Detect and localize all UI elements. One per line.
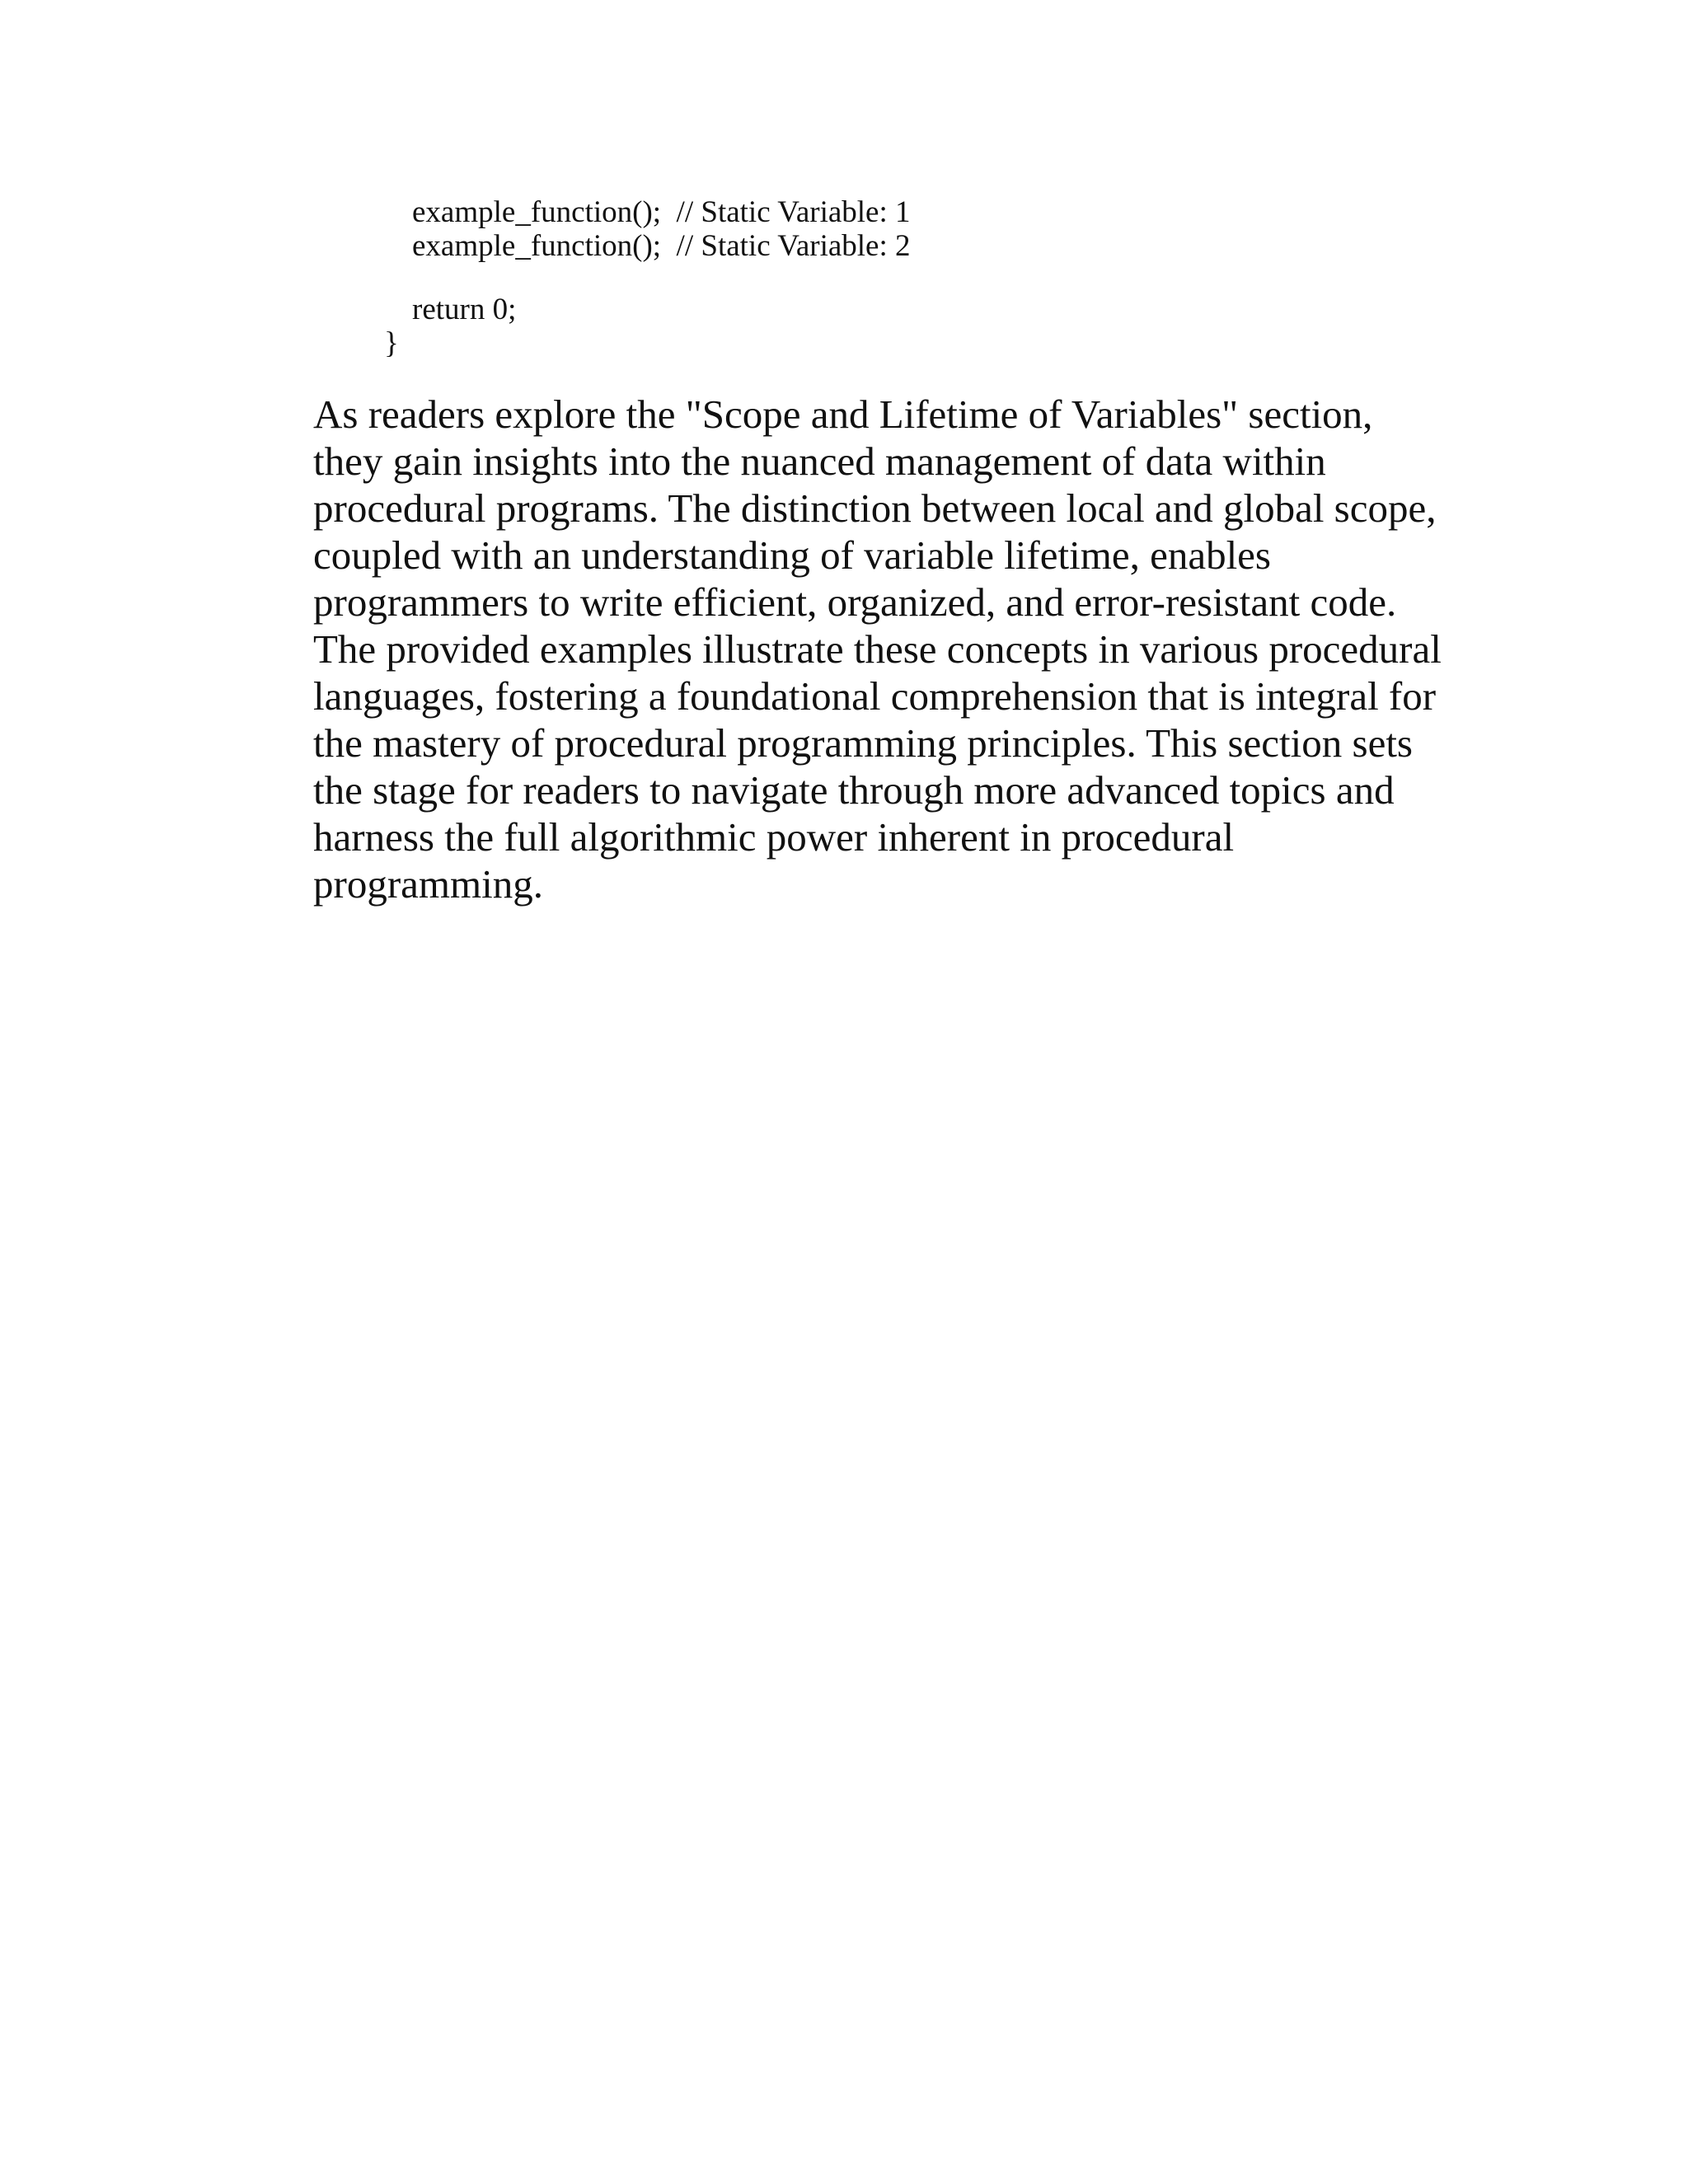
paragraph-line: coupled with an understanding of variable lifetime, enables <box>313 532 1272 578</box>
code-closing-brace: } <box>384 326 399 360</box>
paragraph-line: The provided examples illustrate these concepts in various procedural <box>313 626 1442 672</box>
paragraph-line: procedural programs. The distinction between local and global scope, <box>313 485 1437 531</box>
paragraph-line: programmers to write efficient, organized, and error-resistant code. <box>313 579 1397 625</box>
paragraph-line: the mastery of procedural programming principles. This section sets <box>313 720 1414 766</box>
code-line: return 0; <box>412 293 517 326</box>
paragraph-line: languages, fostering a foundational comprehension that is integral for <box>313 673 1437 719</box>
paragraph-line: they gain insights into the nuanced management of data within <box>313 438 1326 484</box>
paragraph-line: As readers explore the "Scope and Lifetime of Variables" section, <box>313 391 1373 437</box>
code-line: example_function(); // Static Variable: 1 <box>412 195 911 229</box>
paragraph-line: the stage for readers to navigate through more advanced topics and <box>313 767 1395 813</box>
code-line: example_function(); // Static Variable: 2 <box>412 229 911 263</box>
paragraph-line: programming. <box>313 861 543 907</box>
body-paragraph <box>313 391 1484 907</box>
paragraph-line: harness the full algorithmic power inherent in procedural <box>313 814 1235 860</box>
